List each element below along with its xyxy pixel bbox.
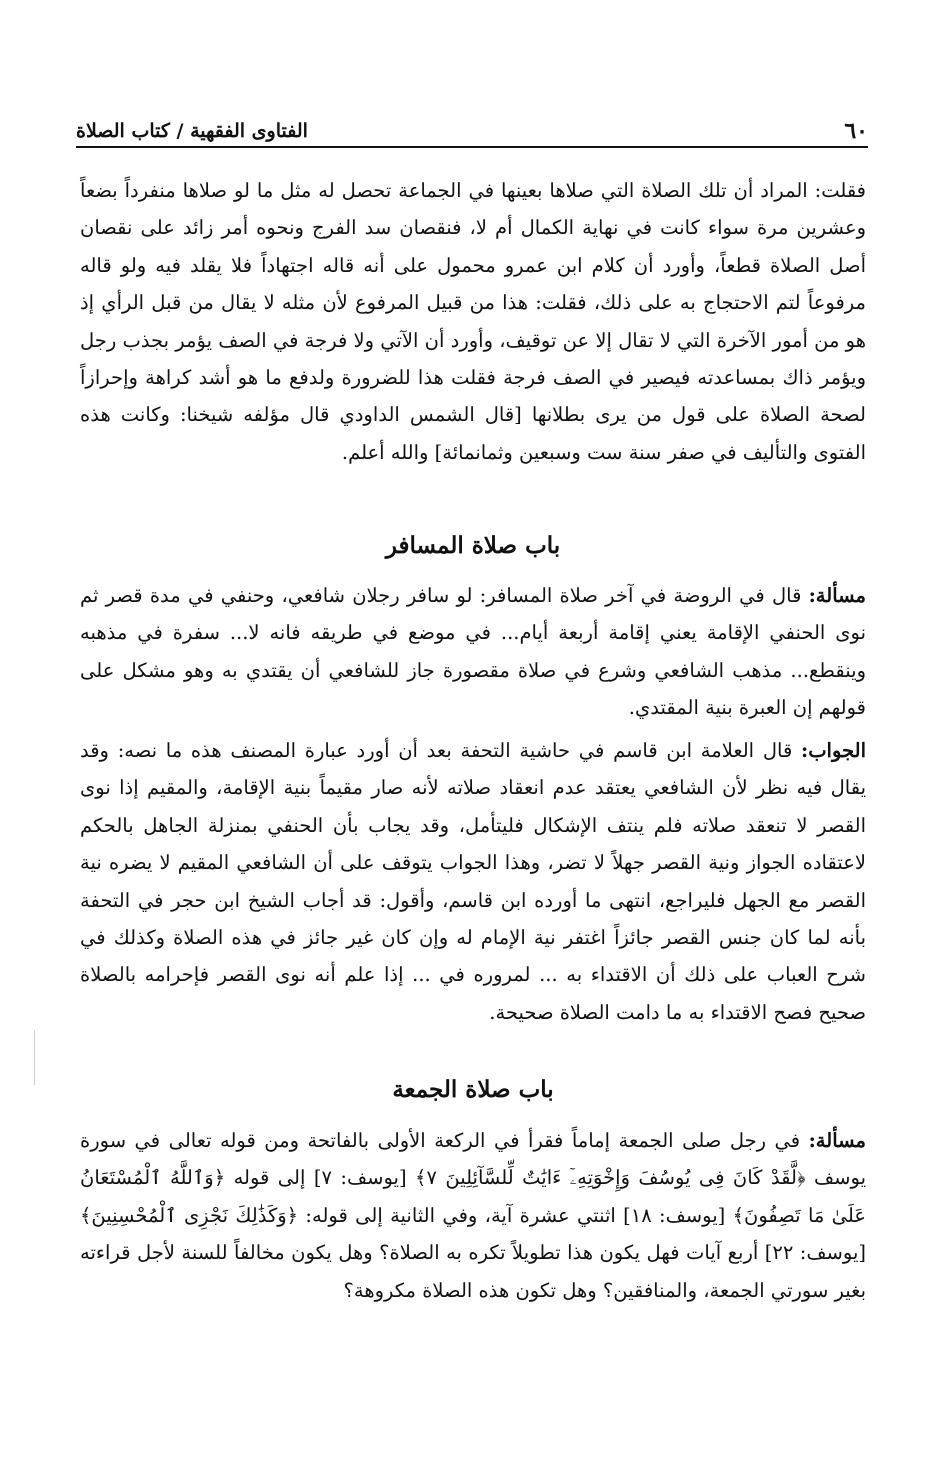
paragraph-text (80, 1122, 866, 1309)
paragraph-text: فقلت: المراد أن تلك الصلاة التي صلاها بعينها في الجماعة تحصل له مثل ما لو صلاها منفرداً بضعاً وعشرين مرة سواء كانت في نهاية الكمال أم لا، فنقصان سد الفرج ونحوه أمر زائد على نقصان أصل الصلاة قطعاً، وأورد أن كلام ابن عمرو محمول على أنه قاله اجتهاداً فلا يقلد فيه ولو قاله مرفوعاً لتم الاحتجاج به على ذلك، فقلت: هذا من قبيل المرفوع لأن مثله لا يقال من قبل الرأي إذ هو من أمور الآخرة التي لا تقال إلا عن توقيف، وأورد أن الآتي ولا فرجة في الصف يؤمر بجذب رجل ويؤمر ذاك بمساعدته فيصير في الصف فرجة فقلت هذا للضرورة ولدفع ما هو أشد كراهة وإحرازاً لصحة الصلاة على قول من يرى بطلانها [قال الشمس الداودي قال مؤلفه شيخنا: وكانت هذه الفتوى والتأليف في صفر سنة ست وسبعين وثمانمائة] والله أعلم. (80, 179, 866, 464)
question-text: قال في الروضة في آخر صلاة المسافر: لو سافر رجلان شافعي، وحنفي في مدة قصر ثم نوى الحنفي الإقامة يعني إقامة أربعة أيام... في موضع في طريقه فانه لا... سفرة في مذهبه وينقطع... مذهب الشافعي وشرع في صلاة مقصورة جاز للشافعي أن يقتدي به وهو مشكل على قولهم إن العبرة بنية المقتدي. (80, 584, 866, 720)
paragraph-friday-question (80, 1122, 866, 1309)
paragraph-text (80, 732, 866, 1031)
running-header (76, 108, 868, 148)
paragraph-text (80, 577, 866, 727)
paragraph-jamaah-answer (80, 172, 866, 471)
answer-text: قال العلامة ابن قاسم في حاشية التحفة بعد أن أورد عبارة المصنف هذه ما نصه: وقد يقال فيه نظر لأن الشافعي يعتقد عدم انعقاد صلاته لأنه صار مقيماً بنية الإقامة، والمقيم إذا نوى القصر لا تنعقد صلاته فلم ينتف الإشكال فليتأمل، وقد يجاب بأن الحنفي بمنزلة الجاهل بالحكم لاعتقاده الجواز ونية القصر جهلاً لا تضر، وهذا الجواب يتوقف على أن الشافعي المقيم لا يضره نية القصر مع الجهل فليراجع، انتهى ما أورده ابن قاسم، وأقول: قد أجاب الشيخ ابن حجر في التحفة بأنه لما كان جنس القصر جائزاً اغتفر نية الإمام له وإن كان غير جائز في هذه الصلاة وكذلك في شرح العباب على ذلك أن الاقتداء به ... لمروره في ... إذا علم أنه نوى القصر فإحرامه بالصلاة صحيح فصح الاقتداء به ما دامت الصلاة صحيحة. (80, 739, 866, 1024)
question-text: في رجل صلى الجمعة إماماً فقرأ في الركعة الأولى بالفاتحة ومن قوله تعالى في سورة يوسف ﴿لَّقَدْ كَانَ فِى يُوسُفَ وَإِخْوَتِهِۦٓ ءَايَٰتٌ لِّلسَّآئِلِينَ ٧﴾ [يوسف: ٧] إلى قوله ﴿وَٱللَّهُ ٱلْمُسْتَعَانُ عَلَىٰ مَا تَصِفُونَ﴾ [يوسف: ١٨] اثنتي عشرة آية، وفي الثانية إلى قوله: ﴿وَكَذَٰلِكَ نَجْزِى ٱلْمُحْسِنِينَ﴾ [يوسف: ٢٢] أربع آيات فهل يكون هذا تطويلاً تكره به الصلاة؟ وهل يكون مخالفاً للسنة لأجل قراءته بغير سورتي الجمعة، والمنافقين؟ وهل تكون هذه الصلاة مكروهة؟ (80, 1129, 867, 1302)
paragraph-traveler-question (80, 577, 866, 727)
margin-mark (34, 1030, 35, 1085)
section-heading-traveler-prayer: باب صلاة المسافر (385, 532, 561, 559)
header-rule (76, 146, 868, 148)
question-label: مسألة: (808, 1129, 866, 1152)
page-number: ٦٠ (844, 118, 868, 144)
question-label: مسألة: (808, 584, 866, 607)
answer-label: الجواب: (801, 739, 866, 762)
paragraph-traveler-answer (80, 732, 866, 1031)
header-title: الفتاوى الفقهية / كتاب الصلاة (76, 120, 308, 142)
section-heading-friday-prayer: باب صلاة الجمعة (392, 1076, 554, 1103)
